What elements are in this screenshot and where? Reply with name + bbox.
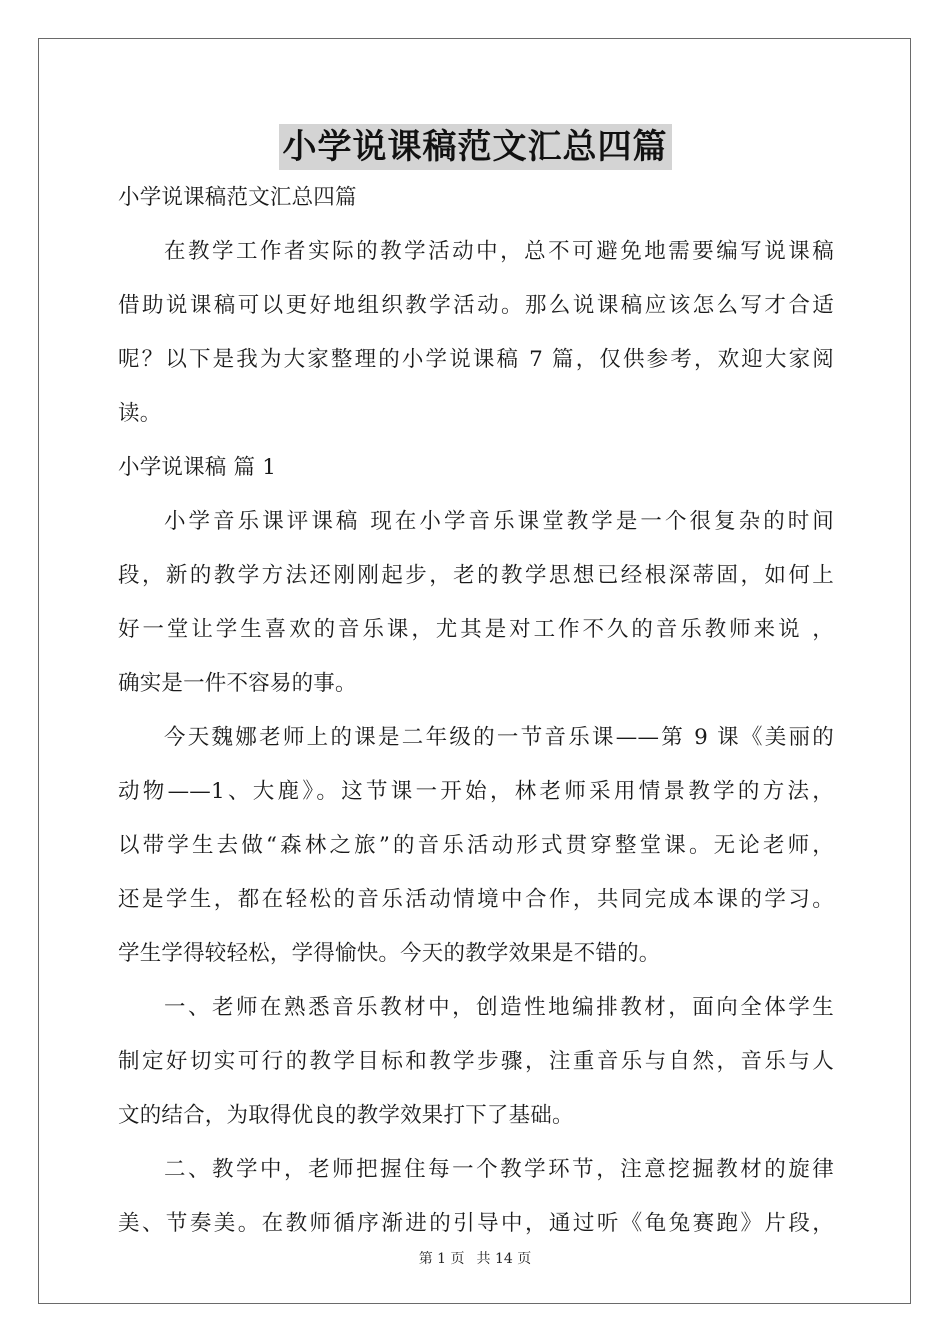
- paragraph-line: 好一堂让学生喜欢的音乐课，尤其是对工作不久的音乐教师来说 ，: [118, 617, 834, 642]
- intro-line: 读。: [118, 401, 162, 426]
- paragraph-line: 美、节奏美。在教师循序渐进的引导中，通过听《龟兔赛跑》片段，: [118, 1211, 834, 1236]
- paragraph-line: 确实是一件不容易的事。: [118, 671, 357, 696]
- intro-line: 呢？以下是我为大家整理的小学说课稿 7 篇，仅供参考，欢迎大家阅: [118, 347, 834, 372]
- page-footer: [0, 1248, 950, 1268]
- paragraph-line: 动物——1、大鹿》。这节课一开始，林老师采用情景教学的方法，: [118, 779, 834, 804]
- page-number: 第 1 页: [418, 1251, 465, 1267]
- section-heading: 小学说课稿 篇 1: [118, 455, 277, 480]
- intro-line: 在教学工作者实际的教学活动中，总不可避免地需要编写说课稿: [164, 239, 834, 264]
- paragraph-line: 今天魏娜老师上的课是二年级的一节音乐课——第 9 课《美丽的: [164, 725, 834, 750]
- subtitle-line: 小学说课稿范文汇总四篇: [118, 185, 357, 210]
- paragraph-line: 文的结合，为取得优良的教学效果打下了基础。: [118, 1103, 574, 1128]
- paragraph-line: 还是学生，都在轻松的音乐活动情境中合作，共同完成本课的学习。: [118, 887, 834, 912]
- paragraph-line: 二、教学中，老师把握住每一个教学环节，注意挖掘教材的旋律: [164, 1157, 834, 1182]
- page-total: 共 14 页: [476, 1251, 532, 1267]
- paragraph-line: 小学音乐课评课稿 现在小学音乐课堂教学是一个很复杂的时间: [164, 509, 834, 534]
- intro-line: 借助说课稿可以更好地组织教学活动。那么说课稿应该怎么写才合适: [118, 293, 834, 318]
- document-title: 小学说课稿范文汇总四篇: [279, 124, 672, 170]
- title-wrapper: [0, 124, 950, 170]
- paragraph-line: 学生学得较轻松，学得愉快。今天的教学效果是不错的。: [118, 941, 661, 966]
- paragraph-line: 以带学生去做“森林之旅”的音乐活动形式贯穿整堂课。无论老师，: [118, 833, 834, 858]
- paragraph-line: 段，新的教学方法还刚刚起步，老的教学思想已经根深蒂固，如何上: [118, 563, 834, 588]
- document-body: [118, 178, 834, 1244]
- paragraph-line: 制定好切实可行的教学目标和教学步骤，注重音乐与自然，音乐与人: [118, 1049, 834, 1074]
- paragraph-line: 一、老师在熟悉音乐教材中，创造性地编排教材，面向全体学生: [164, 995, 834, 1020]
